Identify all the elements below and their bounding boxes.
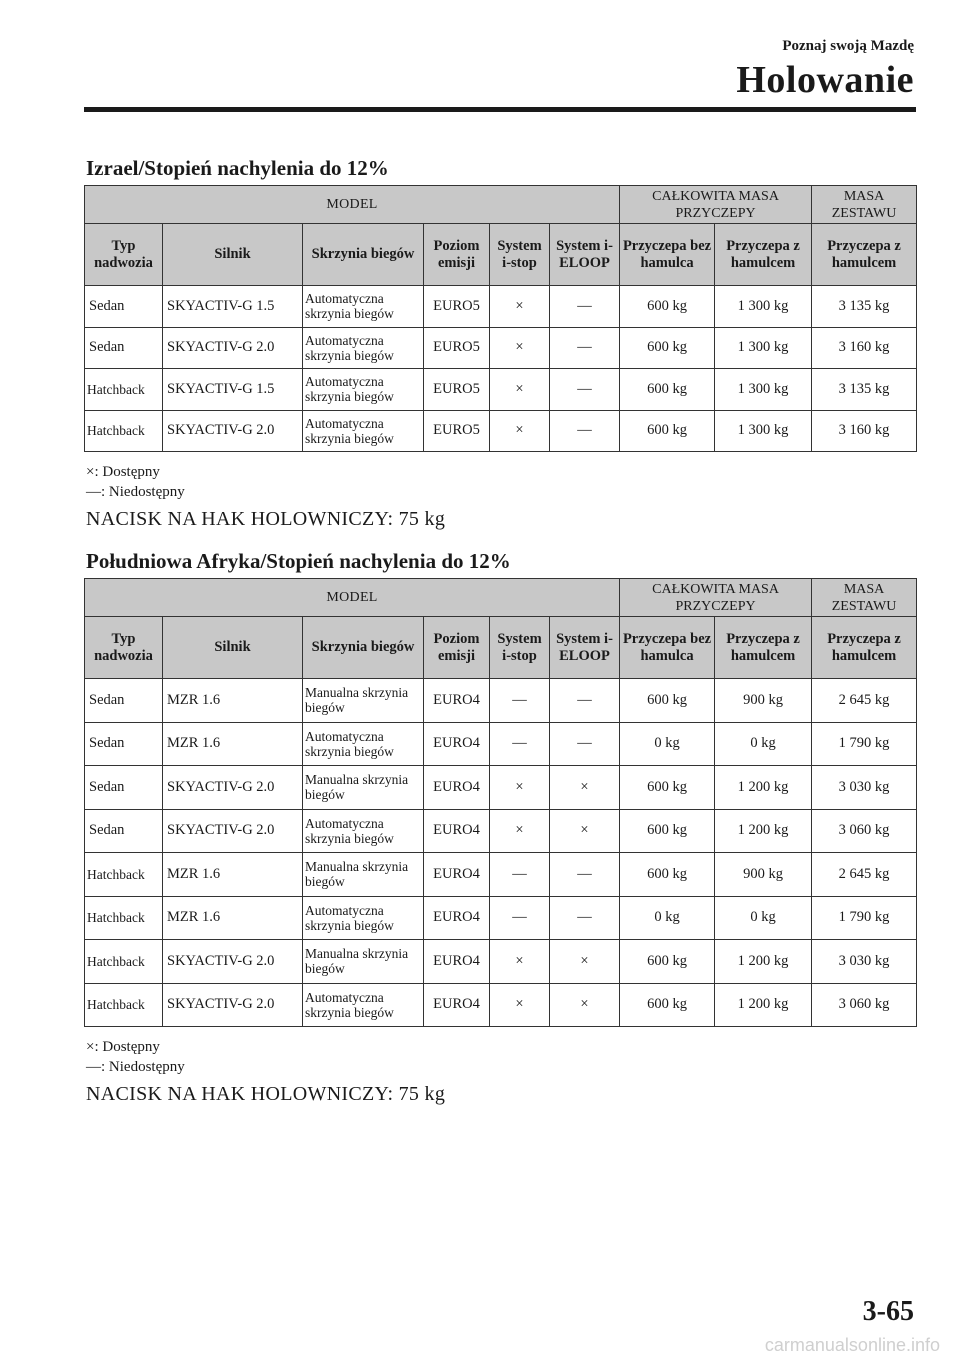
legend	[86, 462, 916, 502]
braked-cell: 0 kg	[715, 722, 812, 766]
braked-cell: 1 300 kg	[715, 286, 812, 328]
table-row	[85, 809, 917, 853]
istop-cell: —	[490, 896, 550, 940]
engine-cell: MZR 1.6	[163, 679, 303, 723]
gearbox-cell: Automatyczna skrzynia biegów	[303, 327, 424, 369]
combo-header: MASA ZESTAWU	[812, 186, 917, 224]
istop-cell: ×	[490, 983, 550, 1027]
ieloop-cell: —	[550, 853, 620, 897]
table-row	[85, 327, 917, 369]
column-header: Skrzynia biegów	[303, 224, 424, 286]
column-header: System i-stop	[490, 224, 550, 286]
emission-cell: EURO5	[424, 286, 490, 328]
body-type-cell: Hatchback	[85, 853, 163, 897]
page-number: 3-65	[862, 1296, 914, 1327]
ieloop-cell: —	[550, 286, 620, 328]
gearbox-cell: Automatyczna skrzynia biegów	[303, 983, 424, 1027]
model-header: MODEL	[85, 186, 620, 224]
ieloop-cell: ×	[550, 940, 620, 984]
gearbox-cell: Manualna skrzynia biegów	[303, 766, 424, 810]
engine-cell: MZR 1.6	[163, 853, 303, 897]
istop-cell: —	[490, 679, 550, 723]
combo-cell: 3 030 kg	[812, 940, 917, 984]
header-rule	[84, 107, 916, 112]
section-title: Południowa Afryka/Stopień nachylenia do 12%	[86, 549, 511, 573]
engine-cell: SKYACTIV-G 1.5	[163, 286, 303, 328]
braked-cell: 1 200 kg	[715, 940, 812, 984]
unbraked-cell: 600 kg	[620, 853, 715, 897]
body-type-cell: Hatchback	[85, 940, 163, 984]
istop-cell: ×	[490, 410, 550, 452]
legend-available: ×: Dostępny	[86, 464, 160, 480]
table-row	[85, 940, 917, 984]
gearbox-cell: Manualna skrzynia biegów	[303, 679, 424, 723]
unbraked-cell: 0 kg	[620, 722, 715, 766]
legend-unavailable: —: Niedostępny	[86, 1059, 185, 1075]
engine-cell: SKYACTIV-G 1.5	[163, 369, 303, 411]
section-israel	[84, 155, 916, 531]
legend-unavailable: —: Niedostępny	[86, 484, 185, 500]
unbraked-cell: 600 kg	[620, 940, 715, 984]
body-type-cell: Sedan	[85, 809, 163, 853]
emission-cell: EURO5	[424, 327, 490, 369]
ieloop-cell: —	[550, 369, 620, 411]
combo-cell: 3 135 kg	[812, 286, 917, 328]
body-type-cell: Sedan	[85, 286, 163, 328]
istop-cell: ×	[490, 766, 550, 810]
watermark: carmanualsonline.info	[764, 1335, 940, 1355]
engine-cell: SKYACTIV-G 2.0	[163, 410, 303, 452]
unbraked-cell: 600 kg	[620, 809, 715, 853]
engine-cell: SKYACTIV-G 2.0	[163, 766, 303, 810]
column-header: Skrzynia biegów	[303, 617, 424, 679]
ieloop-cell: —	[550, 896, 620, 940]
body-type-cell: Hatchback	[85, 896, 163, 940]
total-trailer-header: CAŁKOWITA MASA PRZYCZEPY	[620, 579, 812, 617]
ieloop-cell: —	[550, 679, 620, 723]
header-title: Holowanie	[736, 59, 914, 101]
emission-cell: EURO5	[424, 369, 490, 411]
column-header: System i-stop	[490, 617, 550, 679]
istop-cell: ×	[490, 286, 550, 328]
combo-cell: 1 790 kg	[812, 722, 917, 766]
combo-cell: 2 645 kg	[812, 853, 917, 897]
table-row	[85, 896, 917, 940]
engine-cell: SKYACTIV-G 2.0	[163, 983, 303, 1027]
column-header: System i-ELOOP	[550, 617, 620, 679]
hitch-load: NACISK NA HAK HOLOWNICZY: 75 kg	[86, 1083, 446, 1105]
combo-cell: 1 790 kg	[812, 896, 917, 940]
ieloop-cell: ×	[550, 809, 620, 853]
column-header: System i-ELOOP	[550, 224, 620, 286]
ieloop-cell: —	[550, 410, 620, 452]
braked-cell: 1 200 kg	[715, 809, 812, 853]
body-type-cell: Hatchback	[85, 983, 163, 1027]
unbraked-cell: 600 kg	[620, 679, 715, 723]
gearbox-cell: Automatyczna skrzynia biegów	[303, 410, 424, 452]
istop-cell: ×	[490, 940, 550, 984]
hitch-load: NACISK NA HAK HOLOWNICZY: 75 kg	[86, 508, 446, 530]
istop-cell: —	[490, 722, 550, 766]
table-row	[85, 766, 917, 810]
section-title: Izrael/Stopień nachylenia do 12%	[86, 156, 389, 180]
ieloop-cell: —	[550, 327, 620, 369]
column-header: Silnik	[163, 617, 303, 679]
emission-cell: EURO4	[424, 766, 490, 810]
spec-table	[84, 185, 917, 452]
combo-cell: 3 030 kg	[812, 766, 917, 810]
engine-cell: MZR 1.6	[163, 722, 303, 766]
table-row	[85, 410, 917, 452]
emission-cell: EURO5	[424, 410, 490, 452]
column-header: Przyczepa z hamulcem	[812, 224, 917, 286]
emission-cell: EURO4	[424, 896, 490, 940]
combo-header: MASA ZESTAWU	[812, 579, 917, 617]
header-subtitle: Poznaj swoją Mazdę	[782, 38, 914, 54]
combo-cell: 3 060 kg	[812, 809, 917, 853]
section-south-africa	[84, 548, 916, 1106]
column-header: Przyczepa bez hamulca	[620, 224, 715, 286]
ieloop-cell: ×	[550, 766, 620, 810]
column-header: Poziom emisji	[424, 224, 490, 286]
combo-cell: 3 060 kg	[812, 983, 917, 1027]
engine-cell: SKYACTIV-G 2.0	[163, 809, 303, 853]
istop-cell: ×	[490, 369, 550, 411]
emission-cell: EURO4	[424, 809, 490, 853]
braked-cell: 900 kg	[715, 679, 812, 723]
gearbox-cell: Automatyczna skrzynia biegów	[303, 896, 424, 940]
braked-cell: 1 300 kg	[715, 369, 812, 411]
unbraked-cell: 0 kg	[620, 896, 715, 940]
emission-cell: EURO4	[424, 679, 490, 723]
combo-cell: 3 135 kg	[812, 369, 917, 411]
ieloop-cell: ×	[550, 983, 620, 1027]
column-header: Typ nadwozia	[85, 224, 163, 286]
column-header: Przyczepa bez hamulca	[620, 617, 715, 679]
body-type-cell: Sedan	[85, 327, 163, 369]
engine-cell: SKYACTIV-G 2.0	[163, 940, 303, 984]
braked-cell: 1 300 kg	[715, 327, 812, 369]
braked-cell: 900 kg	[715, 853, 812, 897]
ieloop-cell: —	[550, 722, 620, 766]
engine-cell: SKYACTIV-G 2.0	[163, 327, 303, 369]
table-row	[85, 679, 917, 723]
combo-cell: 3 160 kg	[812, 327, 917, 369]
unbraked-cell: 600 kg	[620, 983, 715, 1027]
table-row	[85, 983, 917, 1027]
column-header: Silnik	[163, 224, 303, 286]
istop-cell: ×	[490, 327, 550, 369]
column-header: Przyczepa z hamulcem	[715, 617, 812, 679]
body-type-cell: Sedan	[85, 679, 163, 723]
unbraked-cell: 600 kg	[620, 410, 715, 452]
combo-cell: 2 645 kg	[812, 679, 917, 723]
column-header: Poziom emisji	[424, 617, 490, 679]
emission-cell: EURO4	[424, 853, 490, 897]
unbraked-cell: 600 kg	[620, 369, 715, 411]
emission-cell: EURO4	[424, 983, 490, 1027]
braked-cell: 1 300 kg	[715, 410, 812, 452]
legend	[86, 1037, 916, 1077]
body-type-cell: Sedan	[85, 722, 163, 766]
legend-available: ×: Dostępny	[86, 1039, 160, 1055]
gearbox-cell: Manualna skrzynia biegów	[303, 853, 424, 897]
emission-cell: EURO4	[424, 722, 490, 766]
gearbox-cell: Manualna skrzynia biegów	[303, 940, 424, 984]
emission-cell: EURO4	[424, 940, 490, 984]
unbraked-cell: 600 kg	[620, 327, 715, 369]
engine-cell: MZR 1.6	[163, 896, 303, 940]
istop-cell: —	[490, 853, 550, 897]
istop-cell: ×	[490, 809, 550, 853]
unbraked-cell: 600 kg	[620, 766, 715, 810]
gearbox-cell: Automatyczna skrzynia biegów	[303, 369, 424, 411]
table-row	[85, 286, 917, 328]
combo-cell: 3 160 kg	[812, 410, 917, 452]
braked-cell: 1 200 kg	[715, 766, 812, 810]
table-row	[85, 369, 917, 411]
model-header: MODEL	[85, 579, 620, 617]
column-header: Przyczepa z hamulcem	[812, 617, 917, 679]
body-type-cell: Hatchback	[85, 410, 163, 452]
braked-cell: 0 kg	[715, 896, 812, 940]
body-type-cell: Sedan	[85, 766, 163, 810]
gearbox-cell: Automatyczna skrzynia biegów	[303, 286, 424, 328]
total-trailer-header: CAŁKOWITA MASA PRZYCZEPY	[620, 186, 812, 224]
table-row	[85, 722, 917, 766]
braked-cell: 1 200 kg	[715, 983, 812, 1027]
gearbox-cell: Automatyczna skrzynia biegów	[303, 722, 424, 766]
column-header: Typ nadwozia	[85, 617, 163, 679]
body-type-cell: Hatchback	[85, 369, 163, 411]
spec-table	[84, 578, 917, 1027]
table-row	[85, 853, 917, 897]
unbraked-cell: 600 kg	[620, 286, 715, 328]
gearbox-cell: Automatyczna skrzynia biegów	[303, 809, 424, 853]
column-header: Przyczepa z hamulcem	[715, 224, 812, 286]
